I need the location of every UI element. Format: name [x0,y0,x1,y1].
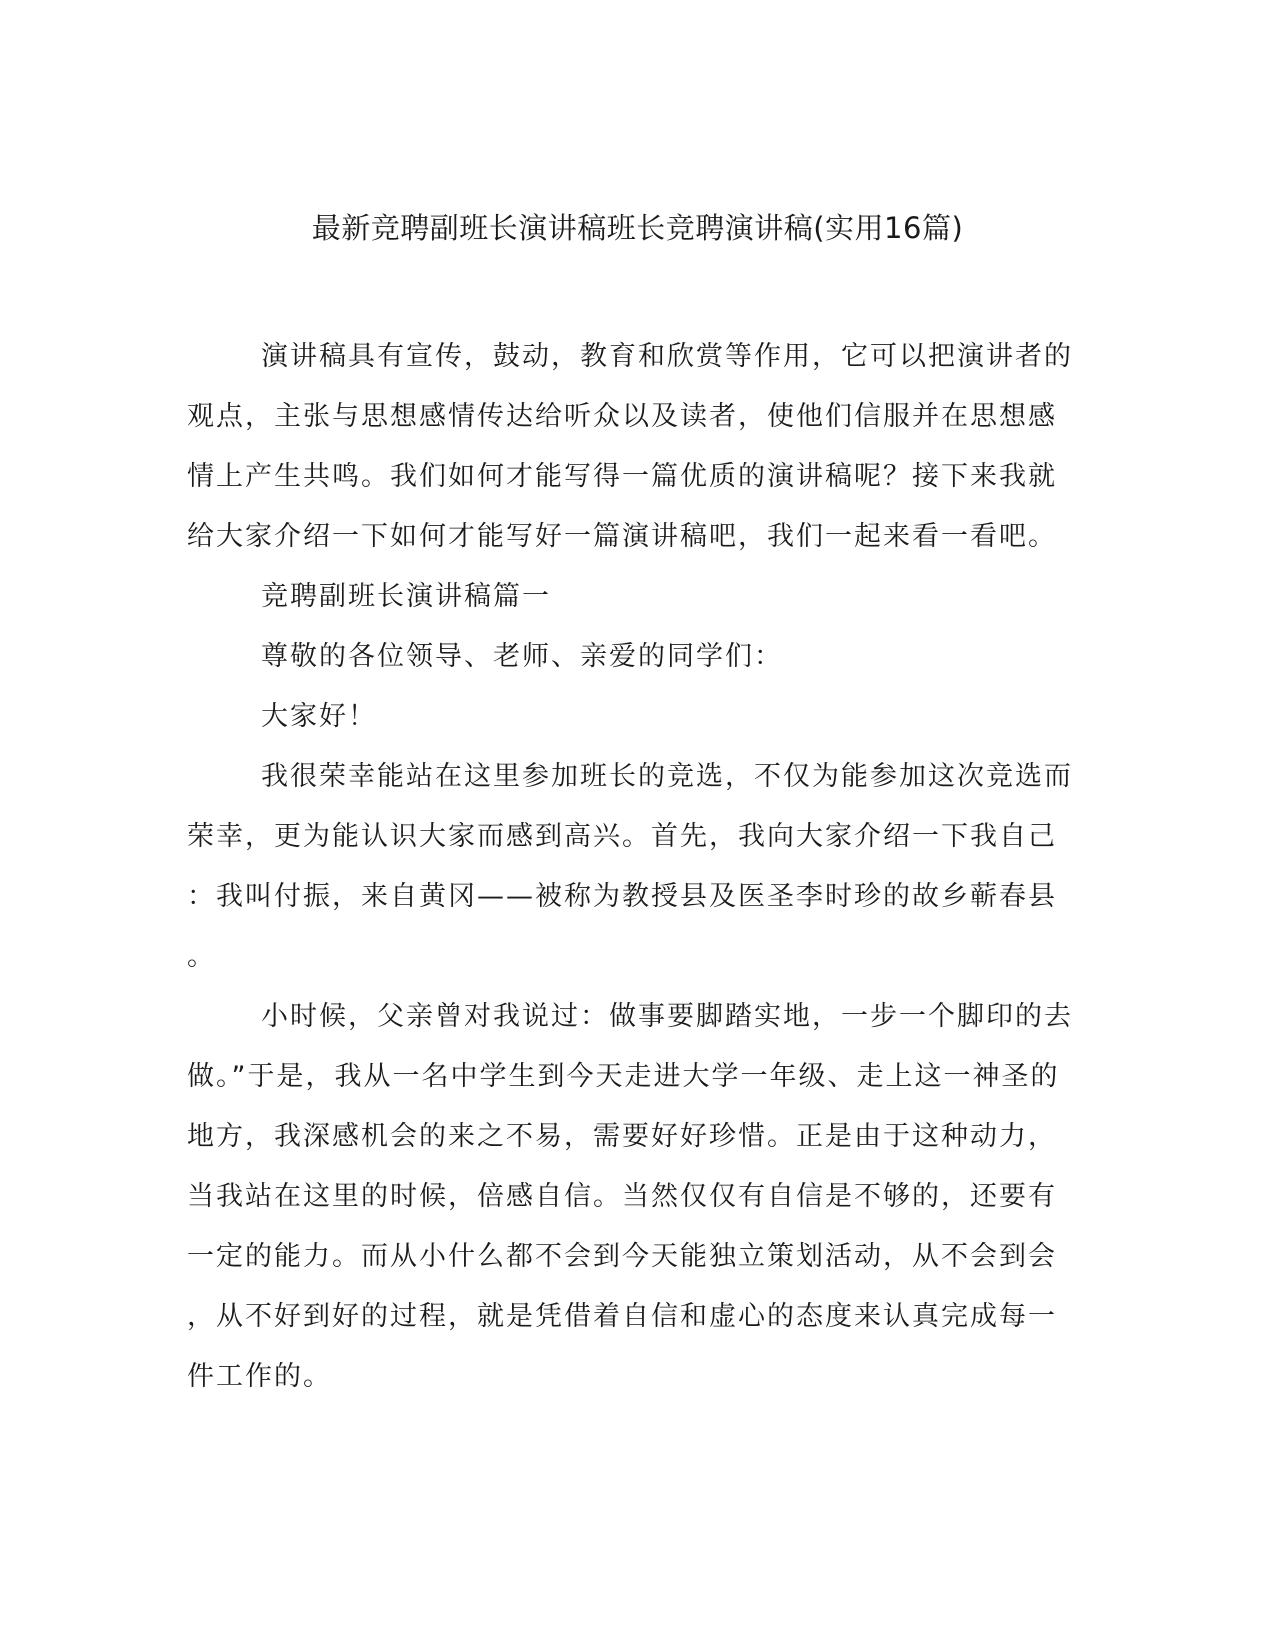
intro-paragraph-line: 给大家介绍一下如何才能写好一篇演讲稿吧，我们一起来看一看吧。 [187,521,1057,552]
paragraph-line: 一定的能力。而从小什么都不会到今天能独立策划活动，从不会到会 [187,1241,1057,1272]
paragraph-line: 地方，我深感机会的来之不易，需要好好珍惜。正是由于这种动力， [187,1121,1057,1152]
intro-paragraph-line: 观点，主张与思想感情传达给听众以及读者，使他们信服并在思想感 [187,401,1057,432]
salutation: 尊敬的各位领导、老师、亲爱的同学们： [261,641,783,672]
paragraph-line: 我很荣幸能站在这里参加班长的竞选，不仅为能参加这次竞选而 [261,761,1073,792]
intro-paragraph-line: 情上产生共鸣。我们如何才能写得一篇优质的演讲稿呢？接下来我就 [187,461,1057,492]
paragraph-line: 当我站在这里的时候，倍感自信。当然仅仅有自信是不够的，还要有 [187,1181,1057,1212]
paragraph-line: 小时候，父亲曾对我说过：做事要脚踏实地，一步一个脚印的去 [261,1001,1073,1032]
section-heading: 竞聘副班长演讲稿篇一 [261,581,551,612]
document-title: 最新竞聘副班长演讲稿班长竞聘演讲稿(实用16篇) [311,211,964,245]
paragraph-line: 。 [187,941,216,972]
greeting: 大家好！ [261,701,377,732]
paragraph-line: ，从不好到好的过程，就是凭借着自信和虚心的态度来认真完成每一 [187,1301,1057,1332]
intro-paragraph-line: 演讲稿具有宣传，鼓动，教育和欣赏等作用，它可以把演讲者的 [261,341,1073,372]
document-body [187,327,1072,1407]
paragraph-line: ：我叫付振，来自黄冈——被称为教授县及医圣李时珍的故乡蕲春县 [187,881,1057,912]
paragraph-line: 做。”于是，我从一名中学生到今天走进大学一年级、走上这一神圣的 [187,1061,1060,1092]
paragraph-line: 件工作的。 [187,1361,332,1392]
paragraph-line: 荣幸，更为能认识大家而感到高兴。首先，我向大家介绍一下我自己 [187,821,1057,852]
